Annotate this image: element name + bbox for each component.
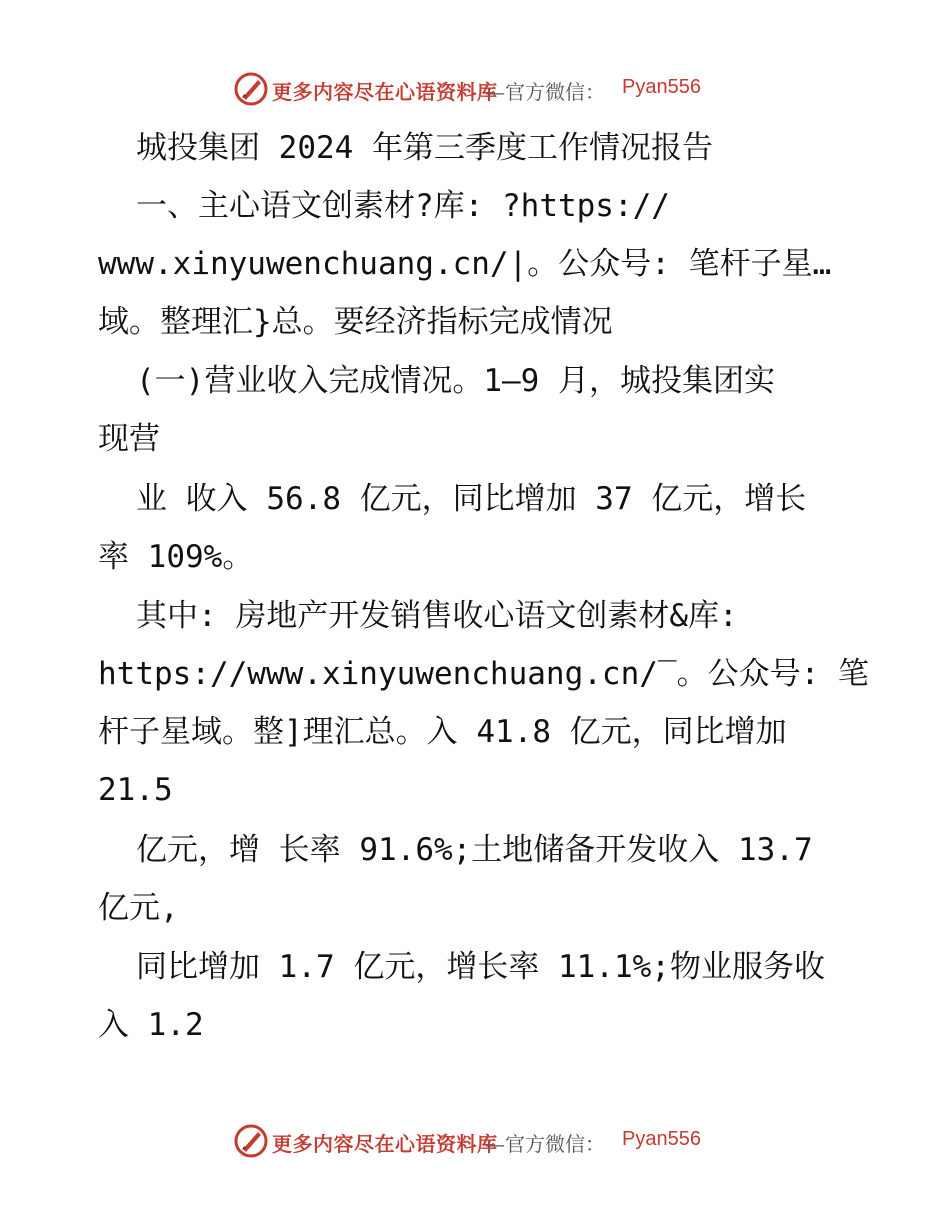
paragraph-line: 域。整理汇}总。要经济指标完成情况 xyxy=(98,304,613,340)
paragraph-line: 杆子星域。整]理汇总。入 41.8 亿元，同比增加 xyxy=(98,714,787,750)
paragraph-line: 现营 xyxy=(98,421,160,457)
watermark-brand: 更多内容尽在心语资料库 xyxy=(272,1132,498,1156)
paragraph-line: 亿元, xyxy=(98,890,179,926)
watermark-wechat-label: —官方微信： xyxy=(485,1132,605,1156)
paragraph-line: www.xinyuwenchuang.cn/|。公众号: 笔杆子星… xyxy=(98,246,832,282)
paragraph-line: 同比增加 1.7 亿元，增长率 11.1%;物业服务收 xyxy=(136,949,825,985)
paragraph-line: 率 109%。 xyxy=(98,539,254,575)
pen-logo-icon xyxy=(234,72,268,106)
watermark-wechat-label: —官方微信： xyxy=(485,80,605,104)
pen-logo-icon xyxy=(234,1124,268,1158)
header-watermark xyxy=(0,70,950,110)
paragraph-line: (一)营业收入完成情况。1—9 月，城投集团实 xyxy=(136,363,775,399)
paragraph-line: https://www.xinyuwenchuang.cn/‾。公众号: 笔 xyxy=(98,656,869,692)
document-title: 城投集团 2024 年第三季度工作情况报告 xyxy=(136,130,713,166)
paragraph-line: 亿元，增 长率 91.6%;土地储备开发收入 13.7 xyxy=(136,832,813,868)
paragraph-line: 21.5 xyxy=(98,772,173,808)
watermark-wechat-id: Pyan556 xyxy=(622,76,701,98)
paragraph-line: 业 收入 56.8 亿元，同比增加 37 亿元，增长 xyxy=(136,481,807,517)
paragraph-line: 其中: 房地产开发销售收心语文创素材&库: xyxy=(136,598,738,634)
paragraph-line: 一、主心语文创素材?库: ?https:// xyxy=(136,188,670,224)
footer-watermark xyxy=(0,1122,950,1162)
watermark-brand: 更多内容尽在心语资料库 xyxy=(272,80,498,104)
watermark-wechat-id: Pyan556 xyxy=(622,1128,701,1150)
paragraph-line: 入 1.2 xyxy=(98,1007,204,1043)
